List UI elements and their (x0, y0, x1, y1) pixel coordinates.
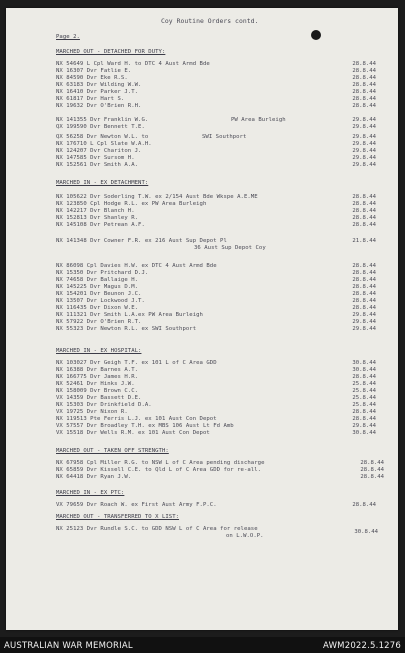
entry-date: 28.8.44 (352, 277, 376, 283)
entry-date: 28.8.44 (352, 201, 376, 207)
entry-line: NX 116435 Dvr Dixon W.E. (56, 305, 139, 311)
section-heading: MARCHED OUT - DETACHED FOR DUTY: (56, 49, 166, 55)
entry-note: PW Area Burleigh (231, 117, 286, 123)
entry-line: NX 63183 Dvr Wilding W.W. (56, 82, 142, 88)
entry-line: NX 13507 Dvr Lockwood J.T. (56, 298, 145, 304)
entry-date: 29.8.44 (352, 319, 376, 325)
document-title: Coy Routine Orders contd. (161, 17, 259, 25)
entry-date: 28.8.44 (352, 96, 376, 102)
entry-line: NX 176710 L Cpl Slate W.A.H. (56, 141, 152, 147)
entry-line: VX 57557 Dvr Broadley T.H. ex MBS 106 Aust Lt Fd Amb (56, 423, 234, 429)
entry-date: 29.8.44 (352, 155, 376, 161)
entry-line: VX 79659 Dvr Roach W. ex First Aust Army F.P.C. (56, 502, 217, 508)
entry-date: 28.8.44 (360, 474, 384, 480)
entry-date: 28.8.44 (352, 82, 376, 88)
entry-date: 28.8.44 (352, 61, 376, 67)
entry-line: NX 57922 Dvr O'Brien R.T. (56, 319, 142, 325)
section-heading: MARCHED IN - EX PTC: (56, 490, 125, 496)
entry-line: NX 19632 Dvr O'Brien R.H. (56, 103, 142, 109)
entry-date: 29.8.44 (352, 141, 376, 147)
entry-line: 36 Aust Sup Depot Coy (194, 245, 266, 251)
entry-line: NX 142217 Dvr Blanch H. (56, 208, 135, 214)
entry-line: NX 111321 Dvr Smith L.A.ex PW Area Burleigh (56, 312, 203, 318)
section-heading: MARCHED IN - EX DETACHMENT: (56, 180, 149, 186)
entry-line: NX 67958 Cpl Miller R.G. to NSW L of C Area pending discharge (56, 460, 265, 466)
entry-line: VX 19725 Dvr Nixon R. (56, 409, 128, 415)
entry-line: NX 61817 Dvr Hart S. (56, 96, 125, 102)
entry-date: 28.8.44 (352, 103, 376, 109)
entry-date: 29.8.44 (352, 148, 376, 154)
entry-line: NX 166775 Dvr James H.R. (56, 374, 139, 380)
entry-line: QX 199590 Dvr Bennett T.E. (56, 124, 145, 130)
entry-line: NX 25123 Dvr Rundle S.C. to GDD NSW L of C Area for release (56, 526, 258, 532)
entry-line: NX 141355 Dvr Franklin W.G. (56, 117, 149, 123)
entry-line: NX 15303 Dvr Drinkfield D.A. (56, 402, 152, 408)
entry-date: 28.8.44 (360, 467, 384, 473)
entry-date: 25.8.44 (352, 395, 376, 401)
entry-date: 29.8.44 (352, 312, 376, 318)
entry-date: 25.8.44 (352, 402, 376, 408)
entry-line: NX 119513 Pte Ferris L.J. ex 101 Aust Con Depot (56, 416, 217, 422)
entry-date: 29.8.44 (352, 423, 376, 429)
footer-left-text: AUSTRALIAN WAR MEMORIAL (4, 641, 133, 651)
entry-line: NX 15350 Dvr Pritchard D.J. (56, 270, 149, 276)
entry-line: NX 152813 Dvr Shanley R. (56, 215, 139, 221)
entry-date: 28.8.44 (352, 89, 376, 95)
entry-date: 28.8.44 (352, 194, 376, 200)
entry-line: VX 15518 Dvr Wells R.M. ex 101 Aust Con Depot (56, 430, 210, 436)
page-number: Page 2. (56, 34, 80, 40)
entry-date: 28.8.44 (352, 291, 376, 297)
entry-date: 28.8.44 (352, 263, 376, 269)
entry-date: 29.8.44 (352, 326, 376, 332)
entry-line: NX 65859 Dvr Kissell C.E. to Qld L of C Area GDD for re-all. (56, 467, 262, 473)
entry-date: 28.8.44 (352, 284, 376, 290)
section-heading: MARCHED OUT - TAKEN OFF STRENGTH: (56, 448, 169, 454)
entry-line: NX 54649 L Cpl Ward H. to DTC 4 Aust Armd Bde (56, 61, 210, 67)
entry-line: on L.W.O.P. (226, 533, 264, 539)
entry-date: 28.8.44 (360, 460, 384, 466)
entry-date: 28.8.44 (352, 502, 376, 508)
entry-date: 28.8.44 (352, 222, 376, 228)
entry-date: 28.8.44 (352, 270, 376, 276)
entry-line: NX 154201 Dvr Beunon J.C. (56, 291, 142, 297)
entry-line: NX 158009 Dvr Brown C.C. (56, 388, 139, 394)
entry-note: SWI Southport (202, 134, 247, 140)
entry-line: NX 16388 Dvr Barnes A.T. (56, 367, 139, 373)
entry-date: 29.8.44 (352, 134, 376, 140)
section-heading: MARCHED OUT - TRANSFERRED TO X LIST: (56, 514, 180, 520)
entry-line: NX 123850 Cpl Hodge R.L. ex PW Area Burleigh (56, 201, 207, 207)
entry-date: 30.8.44 (352, 360, 376, 366)
entry-line: NX 145108 Dvr Petrean A.F. (56, 222, 145, 228)
entry-date: 30.8.44 (354, 529, 378, 535)
entry-date: 28.8.44 (352, 75, 376, 81)
entry-date: 28.8.44 (352, 208, 376, 214)
entry-date: 28.8.44 (352, 68, 376, 74)
entry-line: NX 16410 Dvr Parker J.T. (56, 89, 139, 95)
punch-hole (311, 30, 321, 40)
entry-date: 25.8.44 (352, 381, 376, 387)
entry-date: 29.8.44 (352, 162, 376, 168)
entry-line: NX 86098 Cpl Davies H.W. ex DTC 4 Aust Armd Bde (56, 263, 217, 269)
section-heading: MARCHED IN - EX HOSPITAL: (56, 348, 142, 354)
entry-line: NX 16307 Dvr Fatlie E. (56, 68, 132, 74)
entry-line: VX 14359 Dvr Bassett D.E. (56, 395, 142, 401)
entry-date: 28.8.44 (352, 416, 376, 422)
entry-line: NX 152561 Dvr Smith A.A. (56, 162, 139, 168)
entry-line: NX 74658 Dvr Ballaige H. (56, 277, 139, 283)
entry-date: 21.8.44 (352, 238, 376, 244)
entry-date: 28.8.44 (352, 305, 376, 311)
entry-date: 28.8.44 (352, 409, 376, 415)
entry-date: 28.8.44 (352, 374, 376, 380)
entry-date: 29.8.44 (352, 117, 376, 123)
entry-line: NX 141348 Dvr Cowner F.R. ex 216 Aust Sup Depot Pl (56, 238, 227, 244)
entry-line: QX 56258 Dvr Newton W.L. to (56, 134, 149, 140)
entry-date: 28.8.44 (352, 215, 376, 221)
footer-right-text: AWM2022.5.1276 (323, 641, 401, 651)
entry-line: NX 52461 Dvr Hinks J.W. (56, 381, 135, 387)
document-sheet (6, 8, 398, 630)
entry-date: 29.8.44 (352, 124, 376, 130)
entry-date: 25.8.44 (352, 388, 376, 394)
entry-date: 30.8.44 (352, 367, 376, 373)
footer-bar (0, 637, 405, 653)
entry-line: NX 84590 Dvr Eke R.S. (56, 75, 128, 81)
entry-date: 30.8.44 (352, 430, 376, 436)
entry-line: NX 147585 Dvr Sursom H. (56, 155, 135, 161)
entry-line: NX 124207 Dvr Chariton J. (56, 148, 142, 154)
entry-line: NX 103027 Dvr Geigh T.F. ex 101 L of C Area GDD (56, 360, 217, 366)
entry-date: 28.8.44 (352, 298, 376, 304)
entry-line: NX 145225 Dvr Magus D.M. (56, 284, 139, 290)
entry-line: NX 105622 Dvr Soderling T.W. ex 2/154 Aust Bde Wkspe A.E.ME (56, 194, 258, 200)
entry-line: NX 55323 Dvr Newton R.L. ex SWI Southport (56, 326, 197, 332)
entry-line: NX 64418 Dvr Ryan J.W. (56, 474, 132, 480)
